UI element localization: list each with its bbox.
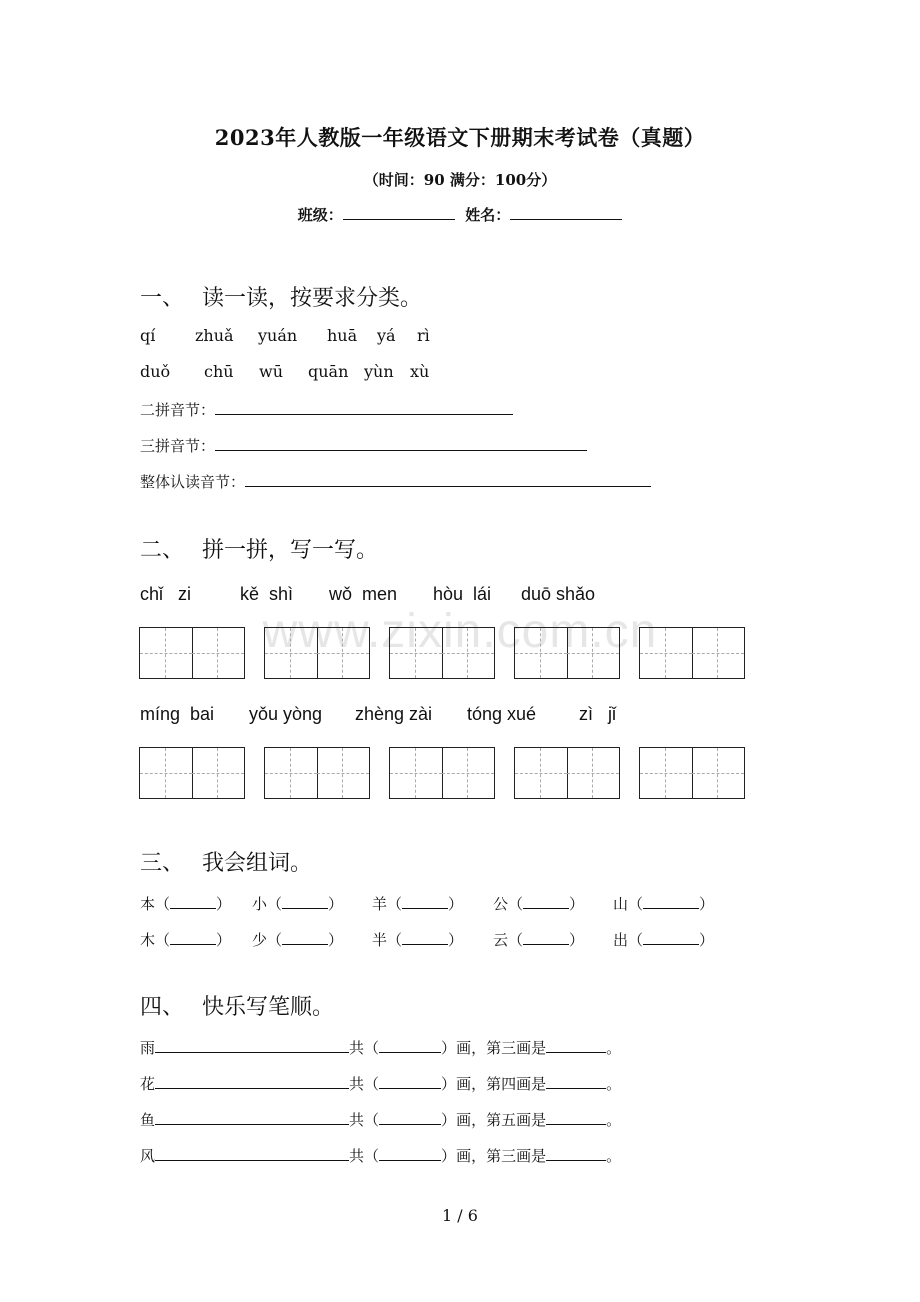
three-part-label: 三拼音节： [140, 437, 216, 455]
writing-box[interactable] [389, 627, 495, 679]
stroke-order-row: 风 共（ ）画，第三画是 。 [140, 1147, 622, 1165]
section-2-heading [140, 533, 378, 564]
answer-blank[interactable] [643, 895, 699, 909]
syllable: chū [204, 362, 234, 381]
answer-blank[interactable] [282, 931, 328, 945]
answer-blank[interactable] [643, 931, 699, 945]
answer-blank[interactable] [170, 931, 216, 945]
word-item: 少（ ） [252, 931, 344, 949]
word-item: 出（ ） [613, 931, 715, 949]
writing-box[interactable] [264, 747, 370, 799]
name-blank[interactable] [510, 205, 622, 220]
count-blank[interactable] [379, 1075, 441, 1089]
answer-blank[interactable] [402, 895, 448, 909]
class-label: 班级： [297, 206, 343, 224]
pinyin-word: zhèng zài [355, 704, 433, 724]
stroke-char: 花 [140, 1075, 156, 1093]
count-blank[interactable] [379, 1111, 441, 1125]
word-item: 木（ ） [140, 931, 232, 949]
syllable: xù [410, 362, 430, 381]
pinyin-word: zì jǐ [579, 704, 617, 724]
pinyin-word: chǐ zi [140, 584, 192, 604]
page-number: 1 / 6 [442, 1206, 478, 1225]
pinyin-word: duō shǎo [521, 584, 596, 604]
count-blank[interactable] [379, 1147, 441, 1161]
stroke-order-row: 花 共（ ）画，第四画是 。 [140, 1075, 622, 1093]
syllable: duǒ [140, 362, 171, 381]
student-info [0, 204, 920, 225]
section-2-title: 拼一拼，写一写。 [202, 538, 379, 563]
stroke-blank[interactable] [155, 1038, 349, 1053]
stroke-answer-blank[interactable] [546, 1146, 606, 1161]
word-item: 云（ ） [493, 931, 585, 949]
name-label: 姓名： [465, 206, 511, 224]
whole-syllables-line [140, 471, 651, 492]
stroke-answer-blank[interactable] [546, 1074, 606, 1089]
section-1-title: 读一读，按要求分类。 [202, 286, 423, 311]
word-item: 山（ ） [613, 895, 715, 913]
answer-blank[interactable] [523, 895, 569, 909]
answer-blank[interactable] [170, 895, 216, 909]
word-item: 半（ ） [372, 931, 464, 949]
section-1-number: 一、 [140, 286, 185, 311]
word-item: 小（ ） [252, 895, 344, 913]
syllable: zhuǎ [195, 326, 234, 345]
watermark: www.zixin.com.cn [262, 605, 658, 658]
writing-box[interactable] [514, 747, 620, 799]
pinyin-word: tóng xué [467, 704, 537, 724]
syllable: qí [140, 326, 156, 345]
pinyin-word: kě shì [240, 584, 294, 604]
section-4-title: 快乐写笔顺。 [202, 995, 335, 1020]
writing-box[interactable] [389, 747, 495, 799]
pinyin-word: hòu lái [433, 584, 492, 604]
section-1-heading [140, 281, 422, 312]
section-3-number: 三、 [140, 851, 185, 876]
stroke-answer-blank[interactable] [546, 1110, 606, 1125]
stroke-answer-blank[interactable] [546, 1038, 606, 1053]
stroke-blank[interactable] [155, 1110, 349, 1125]
syllable: yá [377, 326, 396, 345]
section-4-heading [140, 990, 334, 1021]
section-4-number: 四、 [140, 995, 185, 1020]
stroke-char: 风 [140, 1147, 156, 1165]
page-title: 2023年人教版一年级语文下册期末考试卷（真题） [214, 125, 706, 150]
two-part-syllables-line [140, 399, 513, 420]
writing-box[interactable] [139, 627, 245, 679]
whole-syllables-label: 整体认读音节： [140, 473, 246, 491]
syllable: rì [417, 326, 430, 345]
three-part-syllables-line [140, 435, 587, 456]
writing-box[interactable] [139, 747, 245, 799]
stroke-blank[interactable] [155, 1074, 349, 1089]
stroke-char: 雨 [140, 1039, 156, 1057]
stroke-order-row: 鱼 共（ ）画，第五画是 。 [140, 1111, 622, 1129]
syllable: yùn [364, 362, 394, 381]
syllable: quān [308, 362, 349, 381]
stroke-blank[interactable] [155, 1146, 349, 1161]
section-3-heading [140, 846, 312, 877]
word-item: 羊（ ） [372, 895, 464, 913]
writing-box[interactable] [639, 747, 745, 799]
writing-box[interactable] [514, 627, 620, 679]
two-part-label: 二拼音节： [140, 401, 216, 419]
word-item: 公（ ） [493, 895, 585, 913]
whole-syllables-answer-blank[interactable] [245, 472, 651, 487]
pinyin-word: míng bai [140, 704, 215, 724]
section-3-title: 我会组词。 [202, 851, 313, 876]
syllable: huā [327, 326, 358, 345]
pinyin-word: yǒu yòng [249, 704, 323, 724]
answer-blank[interactable] [282, 895, 328, 909]
two-part-answer-blank[interactable] [215, 400, 513, 415]
word-building-row-2 [0, 929, 920, 953]
writing-box[interactable] [264, 627, 370, 679]
word-item: 本（ ） [140, 895, 232, 913]
syllable: wū [259, 362, 283, 381]
word-building-row-1 [0, 893, 920, 917]
class-blank[interactable] [343, 205, 455, 220]
syllable: yuán [258, 326, 298, 345]
exam-meta: （时间：90 满分：100分） [363, 171, 557, 189]
section-2-number: 二、 [140, 538, 185, 563]
answer-blank[interactable] [402, 931, 448, 945]
stroke-char: 鱼 [140, 1111, 156, 1129]
pinyin-word: wǒ men [329, 584, 398, 604]
writing-box[interactable] [639, 627, 745, 679]
answer-blank[interactable] [523, 931, 569, 945]
three-part-answer-blank[interactable] [215, 436, 587, 451]
count-blank[interactable] [379, 1039, 441, 1053]
stroke-order-row: 雨 共（ ）画，第三画是 。 [140, 1039, 622, 1057]
